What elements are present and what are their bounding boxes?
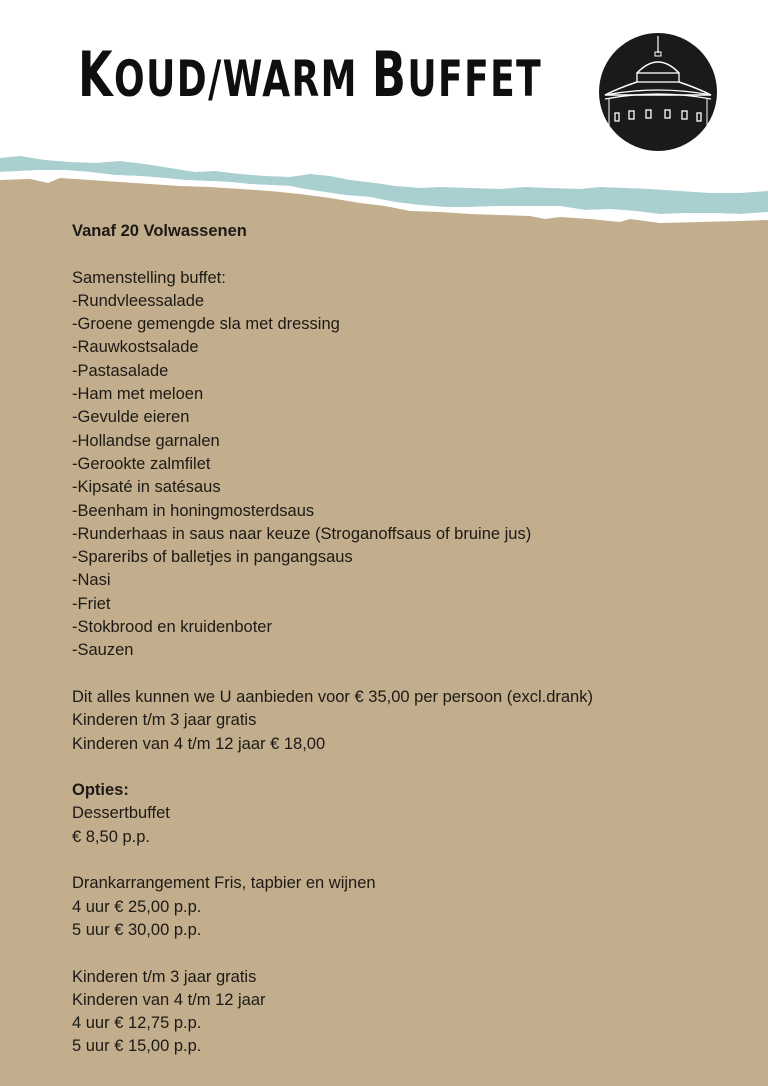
drinks-option [72,872,732,942]
round-building-logo-icon [599,33,717,151]
menu-item: -Hollandse garnalen [72,431,220,450]
menu-item: -Sauzen [72,641,134,660]
options-heading: Opties: [72,781,129,800]
dessert-option [72,802,732,849]
page-title [78,38,543,111]
menu-item: -Stokbrood en kruidenboter [72,618,272,637]
title-part: OUD/WARM [114,50,372,108]
dessert-price: € 8,50 p.p. [72,827,150,846]
menu-item: -Kipsaté in satésaus [72,478,221,497]
children-drinks-price-4h: 4 uur € 12,75 p.p. [72,1014,202,1033]
menu-item: -Beenham in honingmosterdsaus [72,501,315,520]
buffet-content [72,220,732,1059]
menu-item: -Rundvleessalade [72,291,205,310]
menu-item: -Runderhaas in saus naar keuze (Stroganoffsaus of bruine jus) [72,524,532,543]
composition-heading: Samenstelling buffet: [72,268,226,287]
pricing-block [72,686,732,756]
dessert-label: Dessertbuffet [72,804,170,823]
menu-item: -Groene gemengde sla met dressing [72,315,340,334]
menu-item: -Gerookte zalmfilet [72,454,211,473]
drinks-price-4h: 4 uur € 25,00 p.p. [72,897,202,916]
menu-item: -Ham met meloen [72,385,204,404]
children-drinks-price-5h: 5 uur € 15,00 p.p. [72,1037,202,1056]
subtitle: Vanaf 20 Volwassenen [72,222,247,240]
title-letter: B [371,38,408,111]
price-child-free: Kinderen t/m 3 jaar gratis [72,711,257,730]
menu-item: -Spareribs of balletjes in pangangsaus [72,548,353,567]
price-adult: Dit alles kunnen we U aanbieden voor € 35,00 per persoon (excl.drank) [72,687,593,706]
menu-list [72,290,732,663]
title-part: UFFET [407,50,543,108]
header [0,0,768,240]
children-drinks-free: Kinderen t/m 3 jaar gratis [72,967,257,986]
children-drinks-label: Kinderen van 4 t/m 12 jaar [72,990,266,1009]
title-letter: K [78,38,115,111]
drinks-label: Drankarrangement Fris, tapbier en wijnen [72,874,376,893]
children-drinks-option [72,966,732,1059]
menu-item: -Friet [72,594,111,613]
price-child: Kinderen van 4 t/m 12 jaar € 18,00 [72,734,326,753]
menu-item: -Gevulde eieren [72,408,190,427]
menu-item: -Rauwkostsalade [72,338,199,357]
menu-item: -Nasi [72,571,111,590]
menu-item: -Pastasalade [72,361,169,380]
drinks-price-5h: 5 uur € 30,00 p.p. [72,920,202,939]
